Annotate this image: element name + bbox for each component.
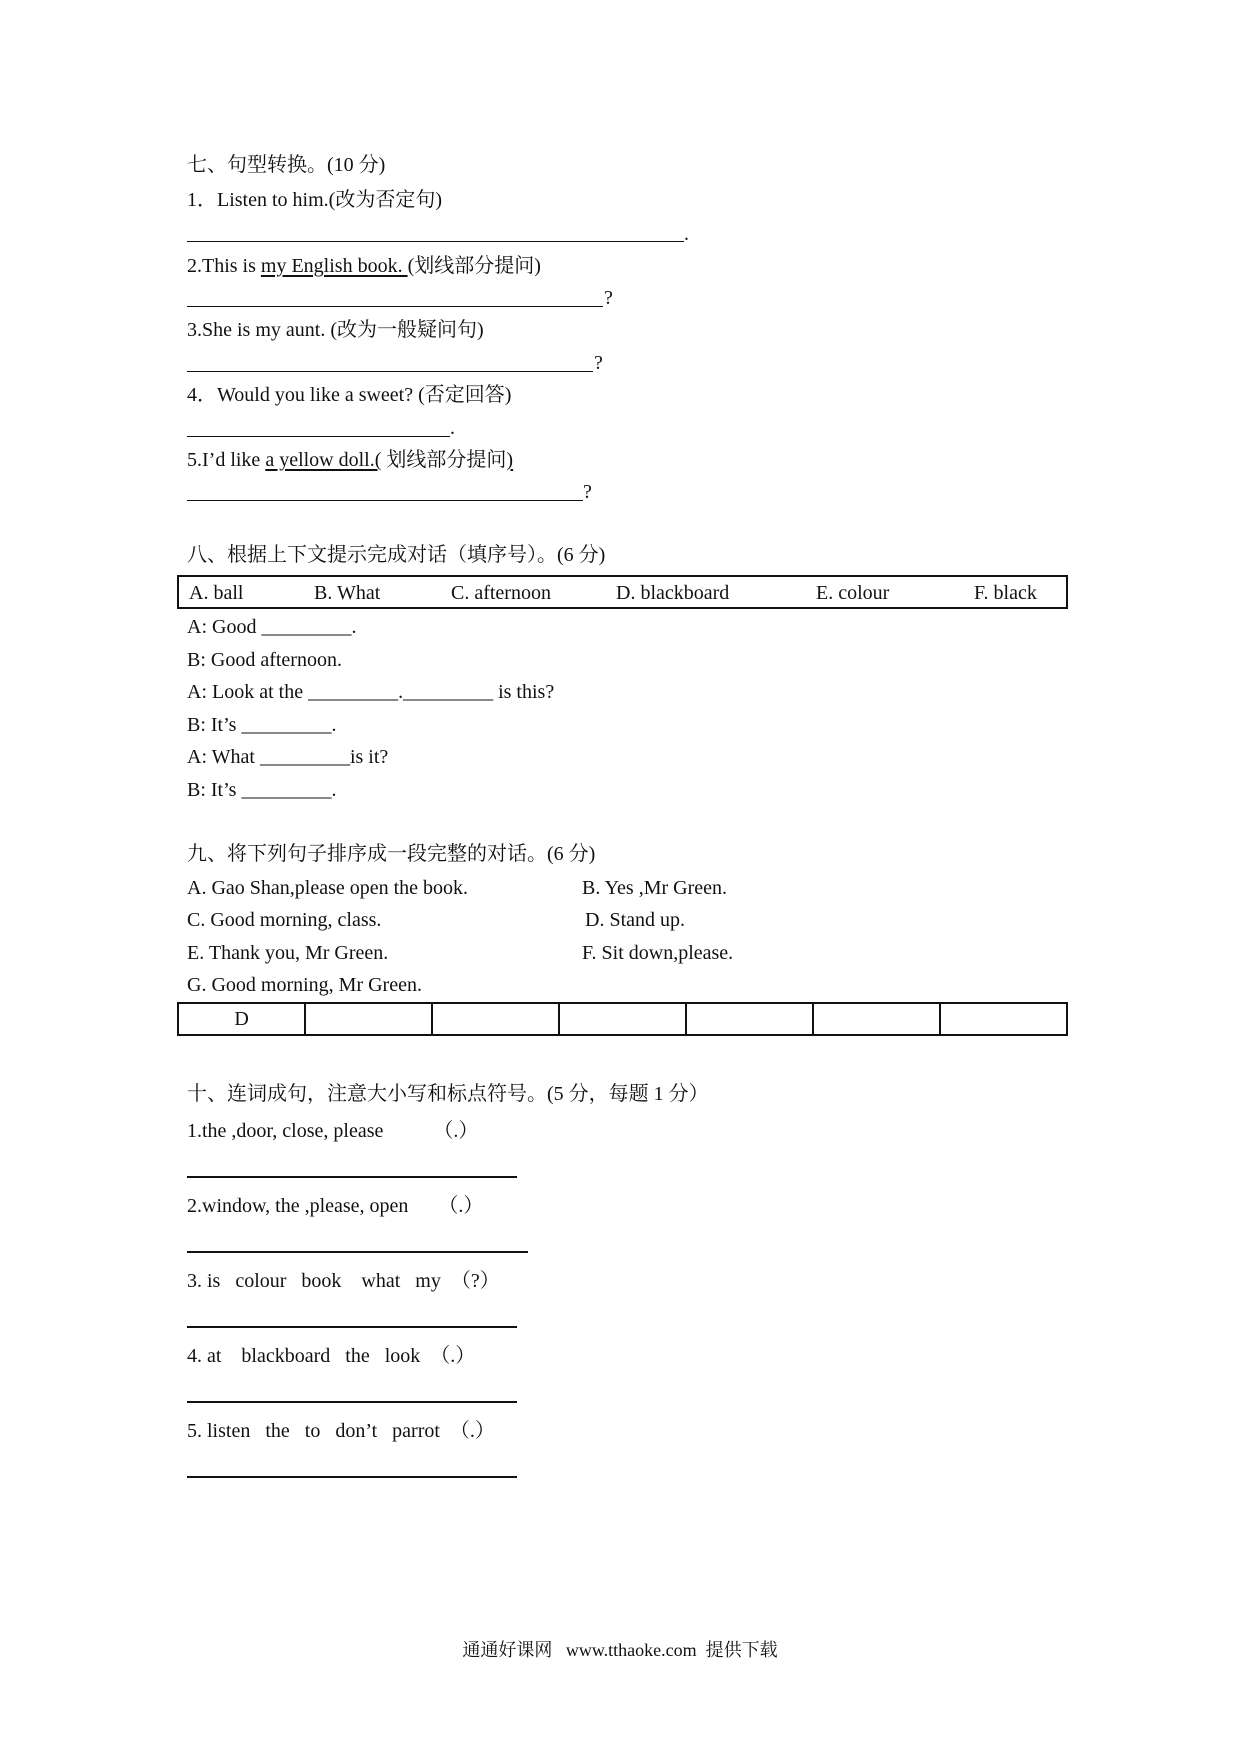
answer-7-1-end: . — [684, 223, 689, 245]
dialogue-line-4: B: It’s _________. — [187, 714, 337, 736]
question-10-5: 5. listen the to don’t parrot （.） — [187, 1420, 495, 1442]
answer-line-7-2[interactable] — [187, 306, 603, 307]
option-b: B. What — [314, 582, 381, 604]
dialogue-line-5: A: What _________is it? — [187, 746, 389, 768]
section-7-title: 七、句型转换。(10 分) — [187, 154, 386, 176]
question-7-2: 2.This is my English book. (划线部分提问) — [187, 255, 541, 277]
question-7-1: 1．Listen to him.(改为否定句) — [187, 189, 442, 211]
option-a: A. ball — [189, 582, 244, 604]
order-cell-2[interactable] — [305, 1003, 432, 1035]
question-7-3: 3.She is my aunt. (改为一般疑问句) — [187, 319, 484, 341]
question-7-5: 5.I’d like a yellow doll.( 划线部分提问) — [187, 449, 514, 471]
dialogue-line-1: A: Good _________. — [187, 616, 357, 638]
answer-line-7-5[interactable] — [187, 500, 583, 501]
question-10-1: 1.the ,door, close, please （.） — [187, 1120, 479, 1142]
answer-line-7-4[interactable] — [187, 436, 450, 437]
option-f: F. black — [974, 582, 1037, 604]
answer-line-10-1[interactable] — [187, 1176, 517, 1178]
order-cell-3[interactable] — [432, 1003, 559, 1035]
section-10-title: 十、连词成句，注意大小写和标点符号。(5 分，每题 1 分） — [187, 1083, 709, 1105]
page-footer: 通通好课网 www.tthaoke.com 提供下载 — [462, 1640, 778, 1660]
sentence-e: E. Thank you, Mr Green. — [187, 942, 389, 964]
answer-line-10-4[interactable] — [187, 1401, 517, 1403]
dialogue-line-3: A: Look at the _________._________ is this? — [187, 681, 555, 703]
order-cell-4[interactable] — [559, 1003, 686, 1035]
answer-line-10-3[interactable] — [187, 1326, 517, 1328]
answer-7-4-end: . — [450, 417, 455, 439]
question-10-3: 3. is colour book what my （?） — [187, 1270, 500, 1292]
sentence-f: F. Sit down,please. — [582, 942, 734, 964]
answer-line-10-2[interactable] — [187, 1251, 528, 1253]
order-cell-1[interactable]: D — [178, 1003, 305, 1035]
underlined-phrase: a yellow doll.( — [265, 449, 382, 471]
dialogue-line-6: B: It’s _________. — [187, 779, 337, 801]
order-cell-7[interactable] — [940, 1003, 1067, 1035]
option-box — [177, 575, 1068, 609]
option-c: C. afternoon — [451, 582, 551, 604]
section-9-title: 九、将下列句子排序成一段完整的对话。(6 分) — [187, 843, 596, 865]
answer-7-3-end: ? — [594, 352, 603, 374]
sentence-c: C. Good morning, class. — [187, 909, 382, 931]
question-10-4: 4. at blackboard the look （.） — [187, 1345, 476, 1367]
question-7-4: 4．Would you like a sweet? (否定回答) — [187, 384, 512, 406]
underlined-phrase: my English book. — [260, 255, 408, 277]
question-10-2: 2.window, the ,please, open （.） — [187, 1195, 484, 1217]
order-answer-table — [177, 1002, 1068, 1036]
option-d: D. blackboard — [616, 582, 730, 604]
order-cell-5[interactable] — [686, 1003, 813, 1035]
answer-line-7-1[interactable] — [187, 241, 684, 242]
section-8-title: 八、根据上下文提示完成对话（填序号）。(6 分) — [187, 544, 606, 566]
answer-line-7-3[interactable] — [187, 371, 593, 372]
answer-line-10-5[interactable] — [187, 1476, 517, 1478]
order-cell-6[interactable] — [813, 1003, 940, 1035]
dialogue-line-2: B: Good afternoon. — [187, 649, 342, 671]
sentence-g: G. Good morning, Mr Green. — [187, 974, 422, 996]
sentence-d: D. Stand up. — [585, 909, 685, 931]
answer-7-2-end: ? — [604, 287, 613, 309]
sentence-a: A. Gao Shan,please open the book. — [187, 877, 469, 899]
answer-7-5-end: ? — [583, 481, 592, 503]
option-e: E. colour — [816, 582, 890, 604]
sentence-b: B. Yes ,Mr Green. — [582, 877, 727, 899]
